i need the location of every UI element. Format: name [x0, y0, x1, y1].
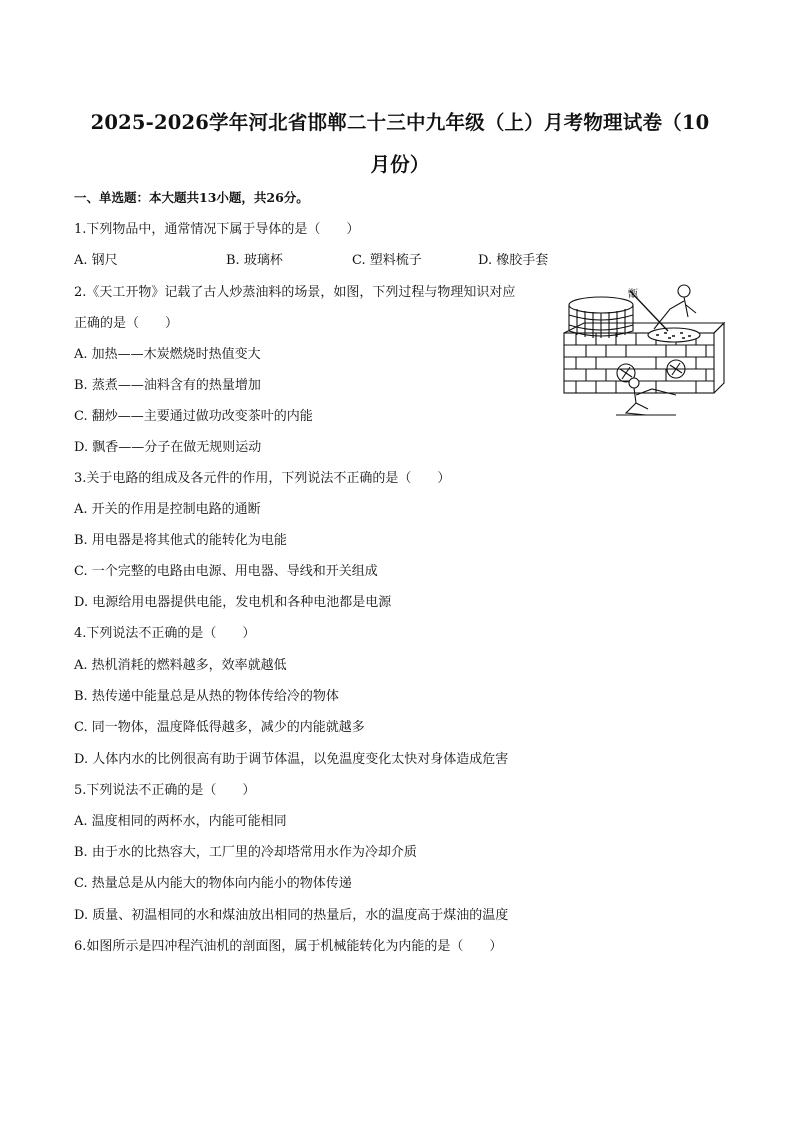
q2-option-c: C. 翻炒——主要通过做功改变茶叶的内能: [74, 409, 313, 424]
q1-option-a: A. 钢尺: [74, 253, 118, 268]
q2-option-d: D. 飘香——分子在做无规则运动: [74, 440, 262, 455]
q4-option-c: C. 同一物体，温度降低得越多，减少的内能就越多: [74, 720, 365, 735]
q2-stem-line-2: 正确的是（ ）: [74, 316, 179, 331]
q4-option-a: A. 热机消耗的燃料越多，效率就越低: [74, 658, 287, 673]
exam-title: [60, 102, 740, 186]
q3-option-d: D. 电源给用电器提供电能，发电机和各种电池都是电源: [74, 595, 392, 610]
q1-option-b: B. 玻璃杯: [226, 253, 283, 268]
q4-option-b: B. 热传递中能量总是从热的物体传给冷的物体: [74, 689, 339, 704]
q1-stem: 1.下列物品中，通常情况下属于导体的是（ ）: [74, 222, 360, 237]
q3-stem: 3.关于电路的组成及各元件的作用，下列说法不正确的是（ ）: [74, 471, 451, 486]
title-line-2: 月份）: [370, 153, 430, 176]
q3-option-b: B. 用电器是将其他式的能转化为电能: [74, 533, 287, 548]
illustration-label: 甑: [628, 289, 638, 300]
q1-option-c: C. 塑料梳子: [352, 253, 422, 268]
q3-option-c: C. 一个完整的电路由电源、用电器、导线和开关组成: [74, 564, 378, 579]
q2-stem-line-1: 2.《天工开物》记载了古人炒蒸油料的场景，如图，下列过程与物理知识对应: [74, 285, 516, 300]
q2-option-b: B. 蒸煮——油料含有的热量增加: [74, 378, 261, 393]
q5-option-d: D. 质量、初温相同的水和煤油放出相同的热量后，水的温度高于煤油的温度: [74, 908, 509, 923]
q6-stem: 6.如图所示是四冲程汽油机的剖面图，属于机械能转化为内能的是（ ）: [74, 939, 503, 954]
title-line-1: 2025-2026学年河北省邯郸二十三中九年级（上）月考物理试卷（10: [90, 111, 710, 134]
steaming-oil-illustration: [556, 283, 726, 423]
q5-option-c: C. 热量总是从内能大的物体向内能小的物体传递: [74, 876, 352, 891]
q5-option-b: B. 由于水的比热容大，工厂里的冷却塔常用水作为冷却介质: [74, 845, 417, 860]
q2-option-a: A. 加热——木炭燃烧时热值变大: [74, 347, 261, 362]
q4-option-d: D. 人体内水的比例很高有助于调节体温，以免温度变化太快对身体造成危害: [74, 752, 509, 767]
q5-stem: 5.下列说法不正确的是（ ）: [74, 783, 256, 798]
q1-option-d: D. 橡胶手套: [478, 253, 549, 268]
q5-option-a: A. 温度相同的两杯水，内能可能相同: [74, 814, 287, 829]
section-heading: 一、单选题：本大题共13小题，共26分。: [74, 190, 309, 205]
q4-stem: 4.下列说法不正确的是（ ）: [74, 626, 256, 641]
q3-option-a: A. 开关的作用是控制电路的通断: [74, 502, 261, 517]
